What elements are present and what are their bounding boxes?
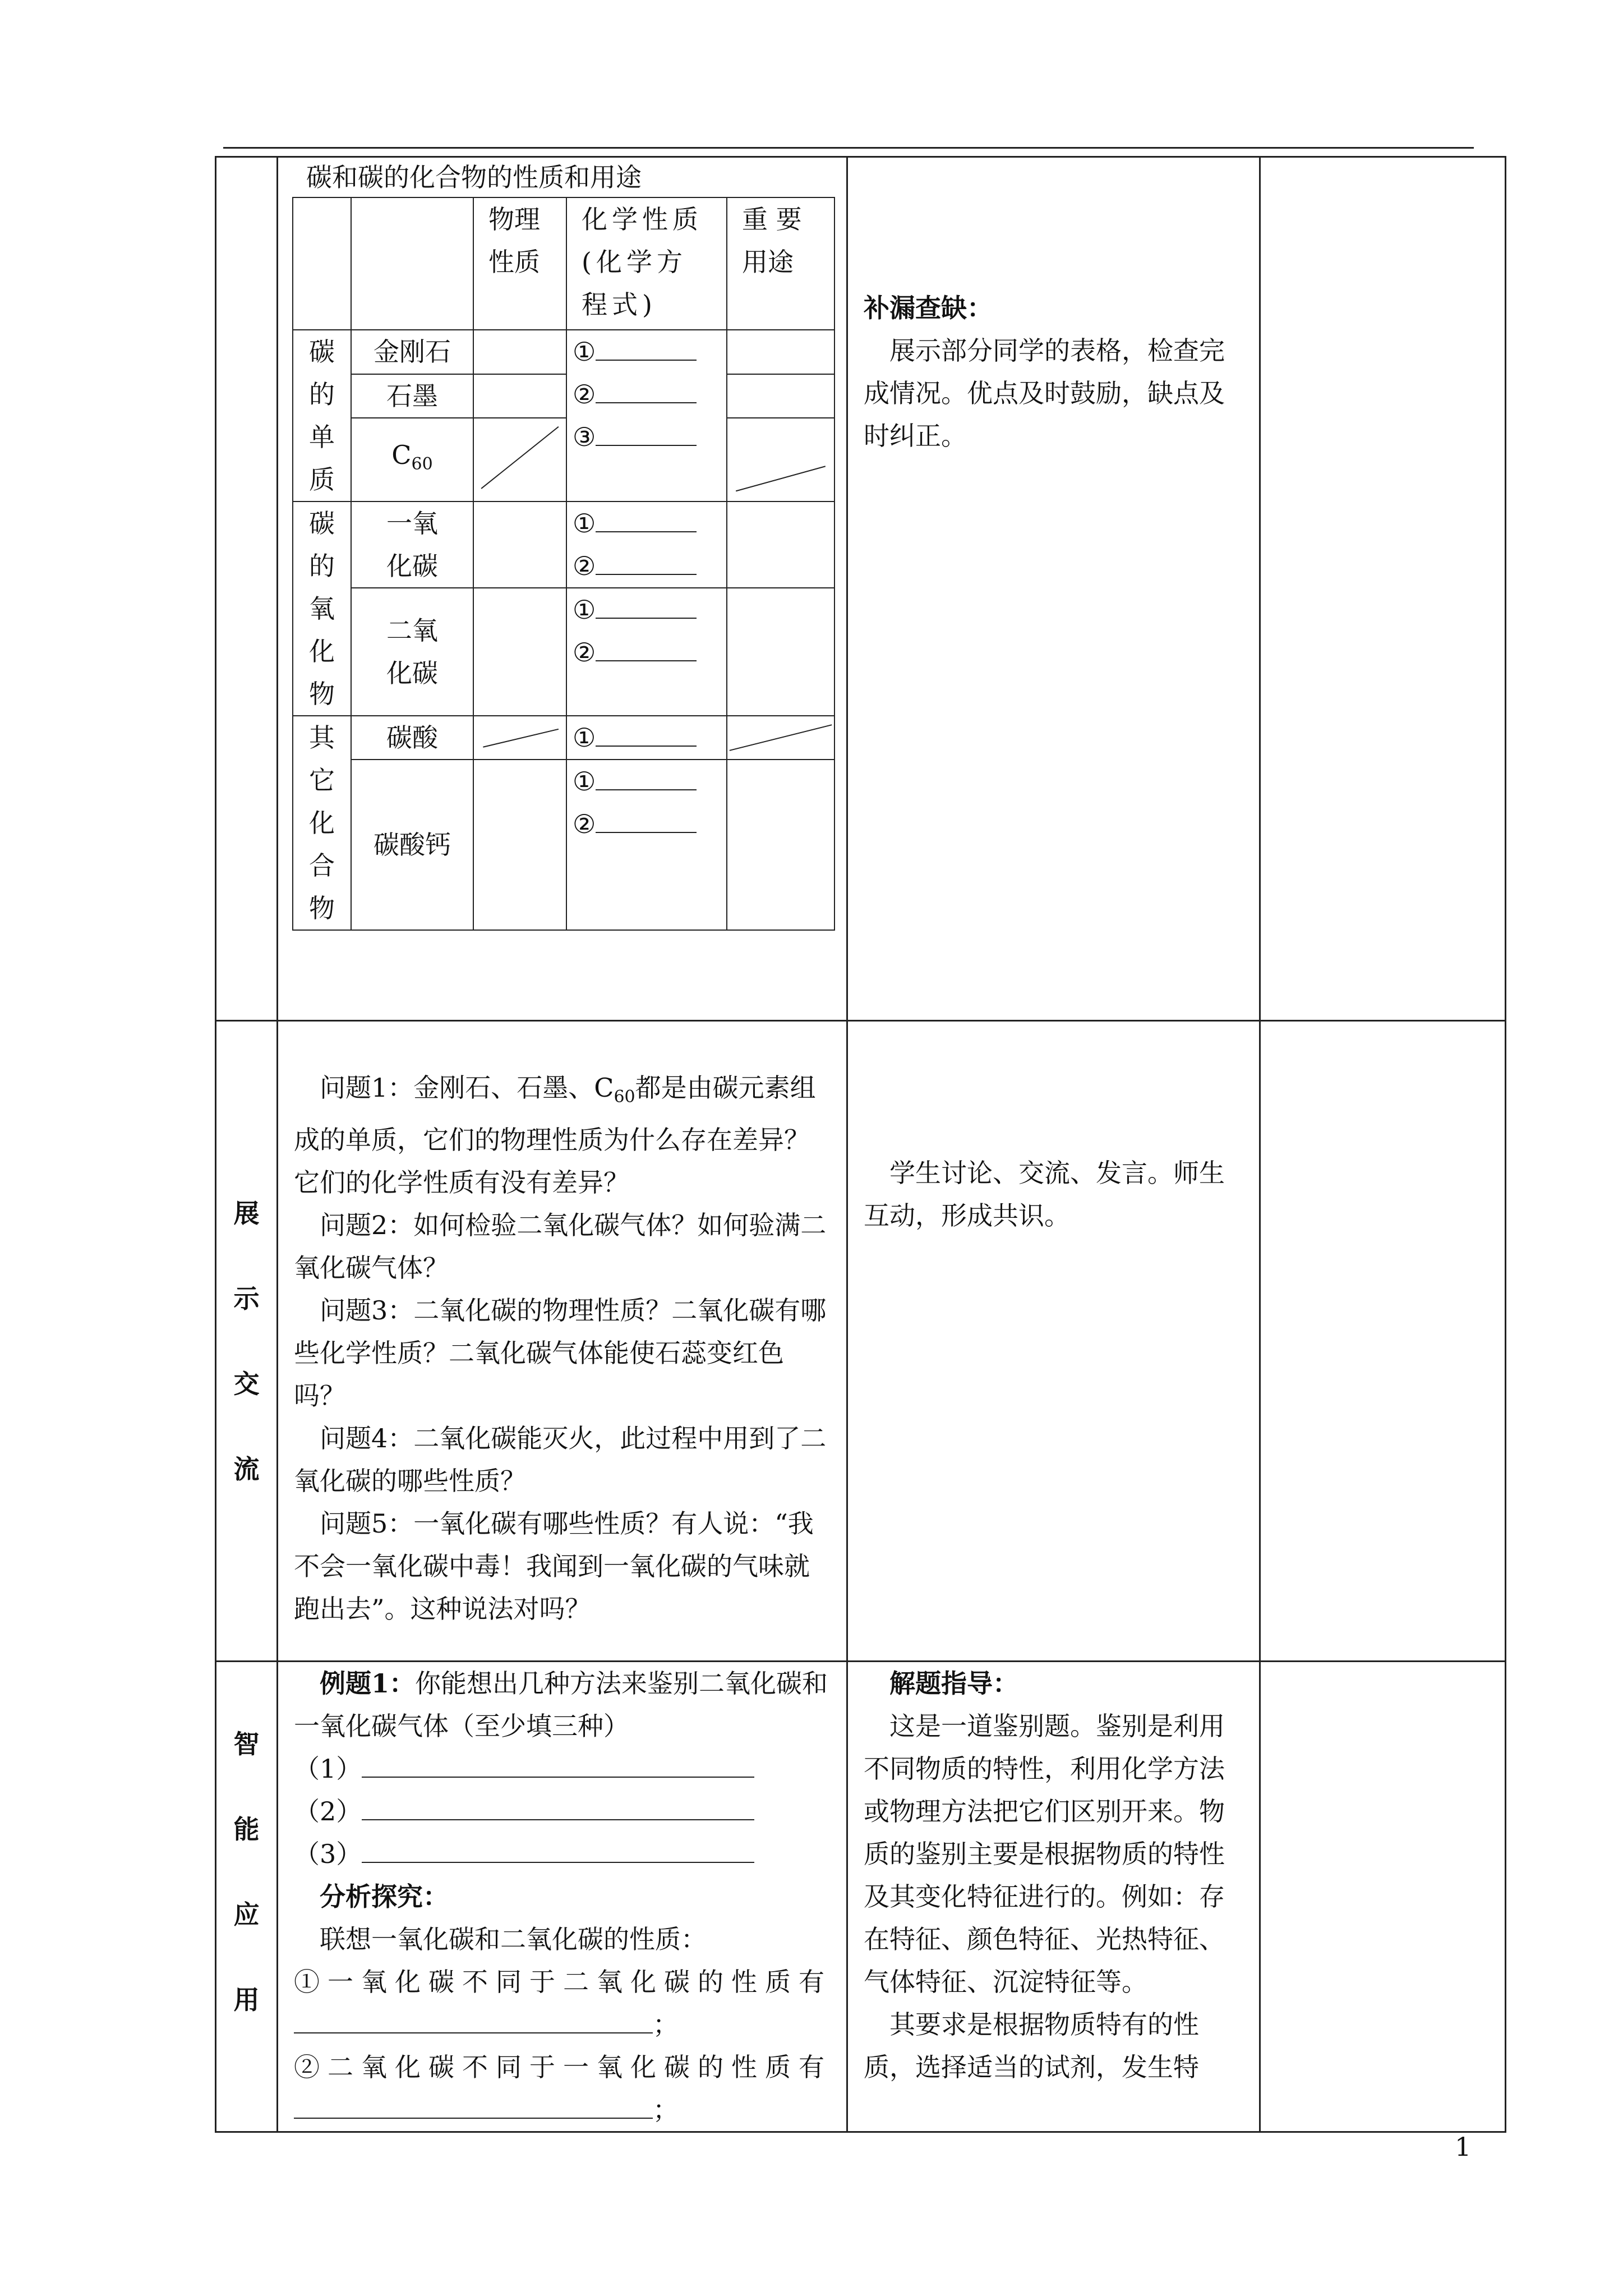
fill-line-2[interactable]: ②二氧化碳不同于一氧化碳的性质有； [294,2052,832,2125]
discussion-cell [847,1021,1260,1662]
question-2: 问题2：如何检验二氧化碳气体？如何验满二氧化碳气体？ [294,1210,827,1283]
slash-mark [727,418,834,501]
header-rule [223,147,1474,149]
guide-paragraph-1: 这是一道鉴别题。鉴别是利用不同物质的特性，利用化学方法或物理方法把它们区别开来。物质的鉴别主要是根据物质的特性及其变化特征进行的。例如：存在特征、颜色特征、光热特征、气体特征、沉淀特征等。 [864,1711,1225,1997]
group-label-elements: 碳 的 单 质 [293,330,351,501]
table-title: 碳和碳的化合物的性质和用途 [306,162,642,192]
answer-line-1[interactable]: （1） [294,1747,835,1790]
stage-label-display: 展 示 交 流 [216,1021,278,1662]
header-physical: 物理性质 [473,197,566,330]
header-chemical: 化学性质(化学方程式) [566,197,727,330]
notes-cell [1260,157,1506,1021]
analysis-title: 分析探究： [320,1881,449,1912]
remedy-text: 展示部分同学的表格，检查完成情况。优点及时鼓励，缺点及时纠正。 [864,335,1225,451]
notes-cell [1260,1662,1506,2132]
page-number: 1 [1455,2132,1472,2162]
row-c60: $C_{60}$ [351,418,473,501]
notes-cell [1260,1021,1506,1662]
discussion-text: 学生讨论、交流、发言。师生互动，形成共识。 [864,1158,1225,1231]
questions-cell [278,1021,847,1662]
header-use: 重 要 用途 [727,197,834,330]
question-4: 问题4：二氧化碳能灭火，此过程中用到了二氧化碳的哪些性质？ [294,1423,827,1497]
remedy-title: 补漏查缺： [864,293,993,323]
stage-cell-empty [216,157,278,1021]
chemical-blanks-co2[interactable]: ① ② [566,588,727,716]
example-cell [278,1662,847,2132]
question-1: 问题1：金刚石、石墨、$C_{60}$都是由碳元素组成的单质，它们的物理性质为什么存在差异？它们的化学性质有没有差异？ [294,1073,816,1198]
chemical-blanks-elements[interactable]: ① ② ③ [566,330,727,501]
slash-mark [473,418,566,501]
remedy-cell [847,157,1260,1021]
row-graphite: 石墨 [351,374,473,418]
chemical-blanks-h2co3[interactable]: ① [566,716,727,760]
summary-table-cell [278,157,847,1021]
carbon-properties-table [292,197,835,931]
stage-label-application: 智 能 应 用 [216,1662,278,2132]
row-co2: 二氧化碳 [351,588,473,716]
question-5: 问题5：一氧化碳有哪些性质？有人说：“我不会一氧化碳中毒！我闻到一氧化碳的气味就跑出去”。这种说法对吗？ [294,1508,814,1625]
group-label-oxides: 碳 的 氧 化 物 [293,501,351,716]
lesson-table [215,156,1506,2133]
question-3: 问题3：二氧化碳的物理性质？二氧化碳有哪些化学性质？二氧化碳气体能使石蕊变红色吗？ [294,1295,827,1411]
row-diamond: 金刚石 [351,330,473,374]
guide-paragraph-2: 其要求是根据物质特有的性质，选择适当的试剂，发生特 [864,2009,1199,2082]
row-co: 一氧化碳 [351,501,473,588]
answer-line-3[interactable]: （3） [294,1833,835,1875]
row-carbonic-acid: 碳酸 [351,716,473,760]
slash-mark [727,716,834,760]
group-label-others: 其 它 化 合 物 [293,716,351,930]
chemical-blanks-co[interactable]: ① ② [566,501,727,588]
chemical-blanks-caco3[interactable]: ① ② [566,760,727,930]
guide-title: 解题指导： [889,1668,1018,1699]
row-caco3: 碳酸钙 [351,760,473,930]
analysis-text: 联想一氧化碳和二氧化碳的性质： [320,1924,707,1954]
example-1: 例题1：你能想出几种方法来鉴别二氧化碳和一氧化碳气体（至少填三种） [294,1668,828,1741]
guide-cell [847,1662,1260,2132]
slash-mark [473,716,566,760]
answer-line-2[interactable]: （2） [294,1790,835,1833]
fill-line-1[interactable]: ①一氧化碳不同于二氧化碳的性质有； [294,1967,832,2040]
